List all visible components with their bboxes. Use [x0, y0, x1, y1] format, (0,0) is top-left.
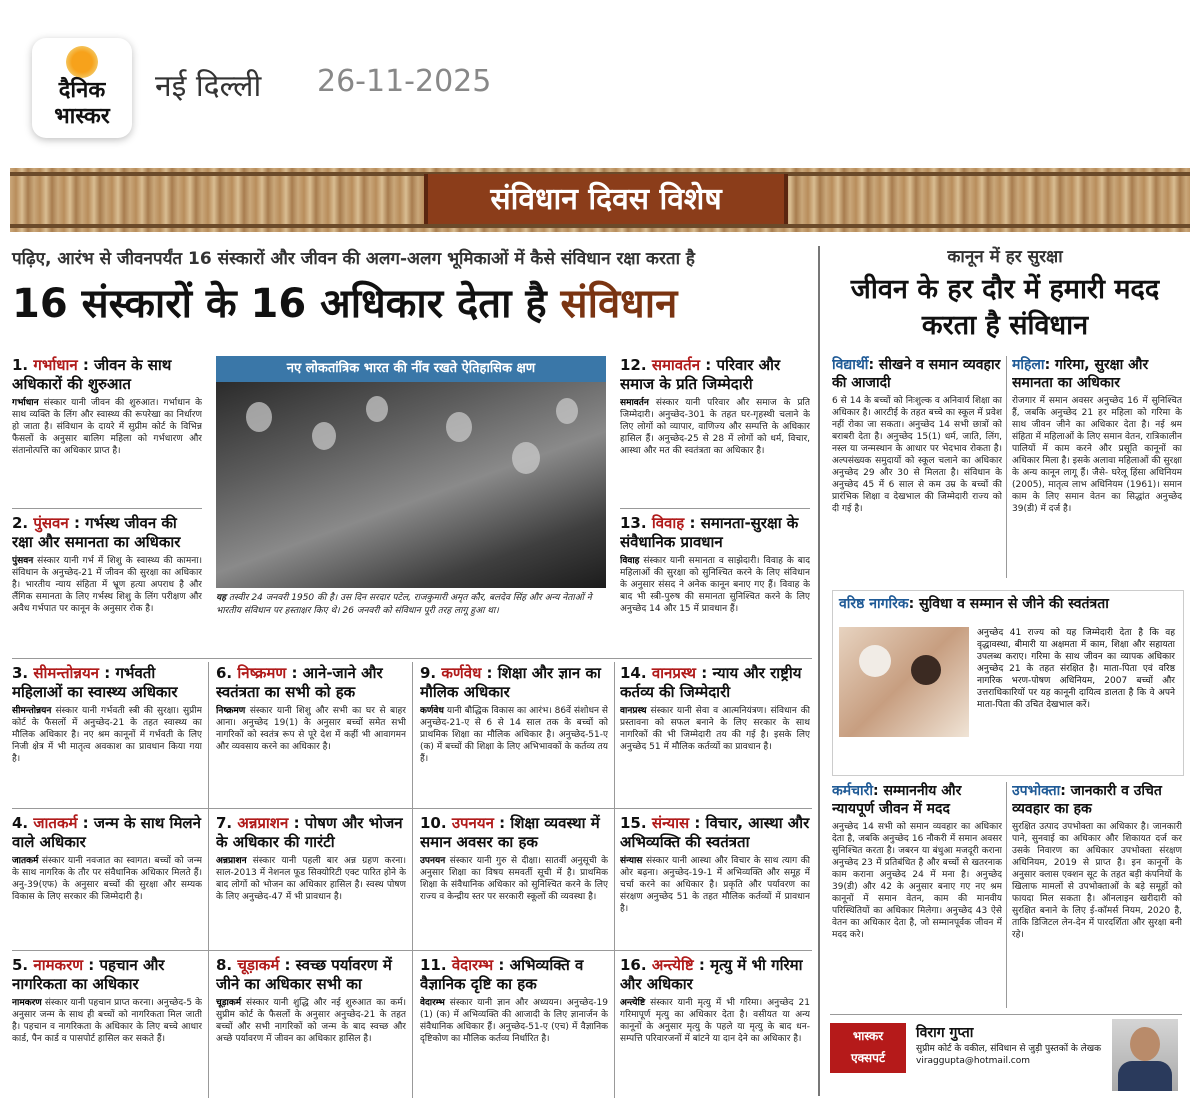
photo-header: नए लोकतांत्रिक भारत की नींव रखते ऐतिहासिक क्षण — [216, 356, 606, 382]
card-lead: उपनयन — [420, 856, 446, 866]
card-title: : जीवन के साथ अधिकारों की शुरुआत — [12, 356, 172, 393]
card-number: 15. — [620, 814, 647, 832]
divider — [12, 658, 812, 659]
card-number: 14. — [620, 664, 647, 682]
role-name: विद्यार्थी — [832, 357, 869, 373]
role-body: अनुच्छेद 14 सभी को समान व्यवहार का अधिकार देता है, जबकि अनुच्छेद 16 नौकरी में समान अवसर सुनिश्चित करता है। जबरन या बंधुआ मजदूरी कराना अनुच्छेद 23 में प्रतिबंधित है और बच्चों से खतरनाक काम कराना अनुच्छेद 24 में मना है। अनुच्छेद 39(डी) और 42 के अनुसार बनाए गए नए श्रम कानूनों में समान वेतन, काम की मानवीय परिस्थितियों का अधिकार मिलेगा। अनुच्छेद 43 ऐसे वेतन का अधिकार देता है, जो सम्मानपूर्वक जीवन में मदद करे। — [832, 822, 1002, 940]
sanskara-card — [12, 956, 202, 1098]
card-number: 2. — [12, 514, 29, 532]
edition-date[interactable]: 26-11-2025 — [317, 64, 492, 99]
author-description: सुप्रीम कोर्ट के वकील, संविधान से जुड़ी पुस्तकों के लेखक viraggupta@hotmail.com — [916, 1044, 1102, 1066]
divider — [12, 508, 202, 509]
role-box-woman — [1012, 356, 1182, 580]
card-name: संन्यास — [651, 814, 690, 832]
card-name: अन्त्येष्टि — [651, 956, 694, 974]
card-title: : गर्भस्थ जीवन की रक्षा और समानता का अधिकार — [12, 514, 181, 551]
expert-badge — [830, 1023, 906, 1073]
card-lead: नामकरण — [12, 998, 42, 1008]
card-title: : पहचान और नागरिकता का अधिकार — [12, 956, 165, 993]
card-title: : न्याय और राष्ट्रीय कर्तव्य की जिम्मेदारी — [620, 664, 802, 701]
badge-line2: एक्सपर्ट — [850, 1051, 886, 1065]
author-box — [830, 1014, 1182, 1099]
role-body: अनुच्छेद 41 राज्य को यह जिम्मेदारी देता है कि वह वृद्धावस्था, बीमारी या अक्षमता में काम, शिक्षा और सहायता उपलब्ध कराए। गरिमा के साथ जीवन का व्यापक अधिकार अनुच्छेद 21 के तहत संरक्षित है। माता-पिता एवं वरिष्ठ नागरिक भरण-पोषण अधिनियम, 2007 बच्चों और उत्तराधिकारियों पर यह कानूनी दायित्व डालता है कि वे अपने माता-पिता की उचित देखभाल करें। — [977, 628, 1175, 710]
main-headline — [12, 276, 812, 332]
card-name: निष्क्रमण — [237, 664, 287, 682]
role-name: उपभोक्ता — [1012, 783, 1061, 799]
role-box-employee — [832, 782, 1002, 1010]
card-number: 12. — [620, 356, 647, 374]
sanskara-card — [216, 664, 406, 804]
card-body: संस्कार यानी शुद्धि और नई शुरुआत का कर्म। सुप्रीम कोर्ट के फैसलों के अनुसार अनुच्छेद-21 के तहत बच्चों और सभी नागरिकों को जन्म के बाद स्वच्छ और अच्छे पर्यावरण में जीवन का अधिकार हासिल है। — [216, 998, 406, 1044]
sanskara-card — [12, 814, 202, 946]
role-title: : सुविधा व सम्मान से जीने की स्वतंत्रता — [908, 596, 1109, 612]
banner-title: संविधान दिवस विशेष — [424, 174, 788, 226]
divider — [208, 662, 209, 1098]
card-number: 8. — [216, 956, 233, 974]
column-divider — [818, 246, 820, 1096]
divider — [1006, 356, 1007, 578]
photo-caption-text: तस्वीर 24 जनवरी 1950 की है। उस दिन सरदार पटेल, राजकुमारी अमृत कौर, बलदेव सिंह और अन्य नेताओं ने भारतीय संविधान पर हस्ताक्षर किए थे। 26 जनवरी को संविधान पूरी तरह लागू हुआ था। — [216, 593, 592, 616]
card-number: 10. — [420, 814, 447, 832]
card-name: वानप्रस्थ — [651, 664, 697, 682]
card-lead: विवाह — [620, 556, 640, 566]
card-lead: चूड़ाकर्म — [216, 998, 242, 1008]
card-lead: अन्त्येष्टि — [620, 998, 646, 1008]
card-name: वेदारम्भ — [451, 956, 494, 974]
card-title: : शिक्षा और ज्ञान का मौलिक अधिकार — [420, 664, 601, 701]
card-title: : शिक्षा व्यवस्था में समान अवसर का हक — [420, 814, 600, 851]
divider — [614, 662, 615, 1098]
card-lead: वेदारम्भ — [420, 998, 445, 1008]
card-number: 5. — [12, 956, 29, 974]
sanskara-card — [420, 664, 608, 804]
dainik-bhaskar-logo[interactable] — [32, 38, 132, 138]
senior-couple-image — [839, 627, 969, 737]
card-body: संस्कार यानी मृत्यु में भी गरिमा। अनुच्छेद 21 गरिमापूर्ण मृत्यु का अधिकार देता है। वसीयत या अन्य कानूनों के अनुसार मृत्यु के पहले या मृत्यु के बाद धन-सम्पत्ति परिवारजनों में बांटने या दान देने का अधिकार है। — [620, 998, 810, 1044]
card-number: 11. — [420, 956, 447, 974]
role-title: : सीखने व समान व्यवहार की आजादी — [832, 357, 1001, 391]
card-name: अन्नप्राशन — [237, 814, 289, 832]
card-body: संस्कार यानी ज्ञान और अध्ययन। अनुच्छेद-19 (1) (क) में अभिव्यक्ति की आजादी के लिए ज्ञानार्जन के संवैधानिक अधिकार हैं। अनुच्छेद-51-ए (एच) में वैज्ञानिक दृष्टिकोण का मौलिक कर्तव्य निर्धारित है। — [420, 998, 608, 1044]
sanskara-card — [12, 664, 202, 804]
headline-text: 16 संस्कारों के 16 अधिकार देता है — [12, 281, 547, 327]
card-number: 9. — [420, 664, 437, 682]
card-number: 6. — [216, 664, 233, 682]
role-box-consumer — [1012, 782, 1182, 1010]
headline-highlight: संविधान — [560, 281, 678, 327]
card-number: 1. — [12, 356, 29, 374]
card-title: : स्वच्छ पर्यावरण में जीने का अधिकार सभी का — [216, 956, 392, 993]
sanskara-card — [620, 814, 810, 946]
right-title: जीवन के हर दौर में हमारी मदद करता है संविधान — [850, 274, 1160, 341]
card-lead: जातकर्म — [12, 856, 39, 866]
card-lead: निष्क्रमण — [216, 706, 246, 716]
role-box-senior-citizen — [832, 590, 1184, 776]
section-banner — [10, 168, 1190, 232]
card-lead: पुंसवन — [12, 556, 34, 566]
divider — [1006, 782, 1007, 1008]
card-body: संस्कार यानी नवजात का स्वागत। बच्चों को जन्म के साथ नागरिक के तौर पर संवैधानिक अधिकार मिलते हैं। अनु-39(एफ) के अनुसार बच्चों की सुरक्षा और सम्यक विकास के लिए सरकार की जिम्मेदारी है। — [12, 856, 202, 902]
photo-caption — [216, 592, 606, 618]
card-title: : जन्म के साथ मिलने वाले अधिकार — [12, 814, 201, 851]
logo-text-line1: दैनिक — [58, 78, 106, 103]
card-number: 3. — [12, 664, 29, 682]
card-title: : अभिव्यक्ति व वैज्ञानिक दृष्टि का हक — [420, 956, 584, 993]
card-title: : पोषण और भोजन के अधिकार की गारंटी — [216, 814, 403, 851]
card-name: समावर्तन — [651, 356, 701, 374]
card-number: 7. — [216, 814, 233, 832]
role-name: कर्मचारी — [832, 783, 873, 799]
card-name: गर्भाधान — [33, 356, 78, 374]
right-kicker: कानून में हर सुरक्षा — [947, 247, 1063, 267]
sun-icon — [66, 46, 98, 78]
card-title: : विचार, आस्था और अभिव्यक्ति की स्वतंत्रता — [620, 814, 810, 851]
card-name: उपनयन — [451, 814, 494, 832]
sanskara-card — [420, 814, 608, 946]
card-title: : समानता-सुरक्षा के संवैधानिक प्रावधान — [620, 514, 799, 551]
card-body: संस्कार यानी जीवन की शुरुआत। गर्भाधान के साथ व्यक्ति के लिंग और स्वास्थ्य की रूपरेखा का निर्धारण हो जाता है। संविधान के दायरे में सुप्रीम कोर्ट के विभिन्न फैसलों के अनुसार बालिग महिला को गर्भधारण और संतानोत्पत्ति का अधिकार प्राप्त है। — [12, 398, 202, 456]
card-body: संस्कार यानी पहचान प्राप्त करना। अनुच्छेद-5 के अनुसार जन्म के साथ ही बच्चों को नागरिकता मिल जाती है। पहचान व नागरिकता के अधिकार के लिए बच्चे आधार कार्ड, पैन कार्ड व पासपोर्ट हासिल कर सकते हैं। — [12, 998, 202, 1044]
badge-line1: भास्कर — [852, 1029, 884, 1043]
author-name: विराग गुप्ता — [916, 1025, 974, 1041]
role-name: वरिष्ठ नागरिक — [839, 596, 909, 612]
card-body: संस्कार यानी पहली बार अन्न ग्रहण करना। साल-2013 में नेशनल फूड सिक्योरिटी एक्ट पारित होने के बाद लोगों को भोजन का अधिकार हासिल है। स्वस्थ पोषण के लिए अनुच्छेद-47 में भी प्रावधान है। — [216, 856, 406, 902]
card-lead: संन्यास — [620, 856, 643, 866]
card-title: : परिवार और समाज के प्रति जिम्मेदारी — [620, 356, 781, 393]
role-body: सुरक्षित उत्पाद उपभोक्ता का अधिकार है। जानकारी पाने, सुनवाई का अधिकार और शिकायत दर्ज कर उसके निवारण का अधिकार उपभोक्ता संरक्षण अधिनियम, 2019 से प्राप्त है। इन कानूनों के अनुसार क्लास एक्शन सूट के तहत बड़ी कंपनियों के खिलाफ मामलों से उपभोक्ताओं के बड़े समूहों को फायदा मिल सकता है। ऑनलाइन खरीदारी को सुरक्षित बनाने के लिए ई-कॉमर्स नियम, 2020 है, ताकि डिजिटल लेन-देन में पारदर्शिता और सुरक्षा बनी रहे। — [1012, 822, 1182, 940]
card-lead: वानप्रस्थ — [620, 706, 647, 716]
constitution-signing-photo — [216, 382, 606, 588]
app-header — [0, 0, 1200, 150]
card-body: संस्कार यानी गुरु से दीक्षा। सातवीं अनुसूची के अनुसार शिक्षा का विषय समवर्ती सूची में है। प्राथमिक शिक्षा के संवैधानिक अधिकार को सुनिश्चित करने के लिए राज्य व केन्द्रीय स्तर पर सरकारी स्कूलों की व्यवस्था है। — [420, 856, 608, 902]
card-title: : आने-जाने और स्वतंत्रता का सभी को हक — [216, 664, 383, 701]
role-title: : जानकारी व उचित व्यवहार का हक — [1012, 783, 1162, 817]
role-box-student — [832, 356, 1002, 580]
card-name: चूड़ाकर्म — [237, 956, 280, 974]
card-title: : गर्भवती महिलाओं का स्वास्थ्य अधिकार — [12, 664, 178, 701]
card-body: संस्कार यानी गर्भ में शिशु के स्वास्थ्य की कामना। संविधान के अनुच्छेद-21 में जीवन की सुरक्षा का अधिकार है। भारतीय न्याय संहिता में भ्रूण हत्या अपराध है और लैंगिक समानता के लिए गर्भस्थ शिशु के लिंग परीक्षण और अवैध गर्भपात पर कानून के अनुसार रोक है। — [12, 556, 202, 614]
divider — [412, 662, 413, 1098]
sanskara-card — [12, 514, 202, 654]
card-number: 4. — [12, 814, 29, 832]
sanskara-card — [620, 956, 810, 1098]
card-name: पुंसवन — [33, 514, 69, 532]
edition-city[interactable]: नई दिल्ली — [155, 69, 262, 104]
strapline: पढ़िए, आरंभ से जीवनपर्यंत 16 संस्कारों और जीवन की अलग-अलग भूमिकाओं में कैसे संविधान रक्षा करता है — [12, 249, 695, 269]
card-name: विवाह — [651, 514, 685, 532]
card-lead: कर्णवेध — [420, 706, 444, 716]
divider — [620, 508, 810, 509]
card-body: संस्कार यानी समानता व साझेदारी। विवाह के बाद महिलाओं की सुरक्षा को सुनिश्चित करने के लिए संविधान के अनुसार संसद ने अनेक कानून बनाए गए हैं। विवाह के बाद भी स्त्री-पुरुष की समानता सुनिश्चित करने के लिए अनुच्छेद 14 और 15 में प्रावधान हैं। — [620, 556, 810, 614]
card-lead: गर्भाधान — [12, 398, 39, 408]
role-body: रोजगार में समान अवसर अनुच्छेद 16 में सुनिश्चित हैं, जबकि अनुच्छेद 21 हर महिला को गरिमा के साथ जीवन जीने का अधिकार देता है। नई श्रम संहिता में महिलाओं के लिए समान वेतन, रात्रिकालीन पालियों में काम करने और प्रसूति कानूनों का अधिकार मिला है। इसके अलावा महिलाओं की सुरक्षा के अन्य कानून लागू हैं। जैसे- घरेलू हिंसा अधिनियम (2005), मातृत्व लाभ अधिनियम (1961)। समान काम के लिए समान वेतन का सिद्धांत अनुच्छेद 39(डी) में दर्ज है। — [1012, 396, 1182, 514]
card-body: संस्कार यानी परिवार और समाज के प्रति जिम्मेदारी। अनुच्छेद-301 के तहत घर-गृहस्थी चलाने के लिए लोगों को व्यापार, वाणिज्य और सम्पत्ति के अधिकार हासिल हैं। अनुच्छेद-25 से 28 में लोगों को धर्म, विचार, आस्था और मत की स्वतंत्रता का अधिकार है। — [620, 398, 810, 456]
card-name: कर्णवेध — [441, 664, 482, 682]
role-title: : गरिमा, सुरक्षा और समानता का अधिकार — [1012, 357, 1149, 391]
sanskara-card — [216, 956, 406, 1098]
historic-photo-box — [216, 356, 606, 646]
card-name: जातकर्म — [33, 814, 78, 832]
sanskara-card — [620, 664, 810, 804]
photo-caption-lead: यह — [216, 593, 226, 603]
logo-text-line2: भास्कर — [54, 104, 110, 129]
card-body: संस्कार यानी गर्भवती स्त्री की सुरक्षा। सुप्रीम कोर्ट के फैसलों में अनुच्छेद-21 के तहत स्वास्थ्य का मौलिक अधिकार है। नए श्रम कानूनों में गर्भवती के लिए निजी क्षेत्र में भी मातृत्व अवकाश का प्रावधान किया गया है। — [12, 706, 202, 764]
author-avatar — [1112, 1019, 1178, 1091]
card-lead: समावर्तन — [620, 398, 649, 408]
card-name: सीमन्तोन्नयन — [33, 664, 100, 682]
card-lead: अन्नप्राशन — [216, 856, 247, 866]
role-body: 6 से 14 के बच्चों को निःशुल्क व अनिवार्य शिक्षा का अधिकार है। आरटीई के तहत बच्चे का स्कूल में प्रवेश नहीं रोका जा सकता। अनुच्छेद 14 सभी छात्रों को बराबरी देता है। अनुच्छेद 15(1) धर्म, जाति, लिंग, नस्ल या जन्मस्थान के आधार पर भेदभाव रोकता है। अल्पसंख्यक समुदायों को स्कूल चलाने का अधिकार अनुच्छेद 29 और 30 से मिलता है। संविधान के अनुच्छेद 45 में 6 साल से कम उम्र के बच्चों की प्रारंभिक शिक्षा व देखभाल की जिम्मेदारी राज्य को दी गई है। — [832, 396, 1002, 514]
sanskara-card — [420, 956, 608, 1098]
role-name: महिला — [1012, 357, 1045, 373]
card-lead: सीमन्तोन्नयन — [12, 706, 52, 716]
sanskara-card — [216, 814, 406, 946]
card-body: संस्कार यानी आस्था और विचार के साथ त्याग की ओर बढ़ना। अनुच्छेद-19-1 में अभिव्यक्ति और समूह में चर्चा करने का अधिकार है। प्रकृति और पर्यावरण का संरक्षण अनुच्छेद 51 के तहत मौलिक कर्तव्यों में प्रावधान है। — [620, 856, 810, 914]
card-number: 16. — [620, 956, 647, 974]
card-title: : मृत्यु में भी गरिमा और अधिकार — [620, 956, 803, 993]
card-body: यानी बौद्धिक विकास का आरंभ। 86वें संशोधन से अनुच्छेद-21-ए से 6 से 14 साल तक के बच्चों को प्राथमिक शिक्षा का मौलिक अधिकार है। अनुच्छेद-51-ए (क) में बच्चों की शिक्षा के लिए अभिभावकों के कर्तव्य तय हैं। — [420, 706, 608, 764]
card-number: 13. — [620, 514, 647, 532]
card-name: नामकरण — [33, 956, 84, 974]
sanskara-card — [12, 356, 202, 506]
card-body: संस्कार यानी सेवा व आत्मनियंत्रण। संविधान की प्रस्तावना को सफल बनाने के लिए सरकार के साथ नागरिकों की भी जिम्मेदारी तय की गई है। इसके लिए अनुच्छेद 51 में मौलिक कर्तव्यों का प्रावधान है। — [620, 706, 810, 752]
role-title: : सम्माननीय और न्यायपूर्ण जीवन में मदद — [832, 783, 962, 817]
card-body: संस्कार यानी शिशु और सभी का घर से बाहर आना। अनुच्छेद 19(1) के अनुसार बच्चों समेत सभी नागरिकों को स्वतंत्र रूप से पूरे देश में कहीं भी आवागमन और व्यवसाय करने का अधिकार है। — [216, 706, 406, 752]
sanskara-card — [620, 356, 810, 506]
sanskara-card — [620, 514, 810, 654]
